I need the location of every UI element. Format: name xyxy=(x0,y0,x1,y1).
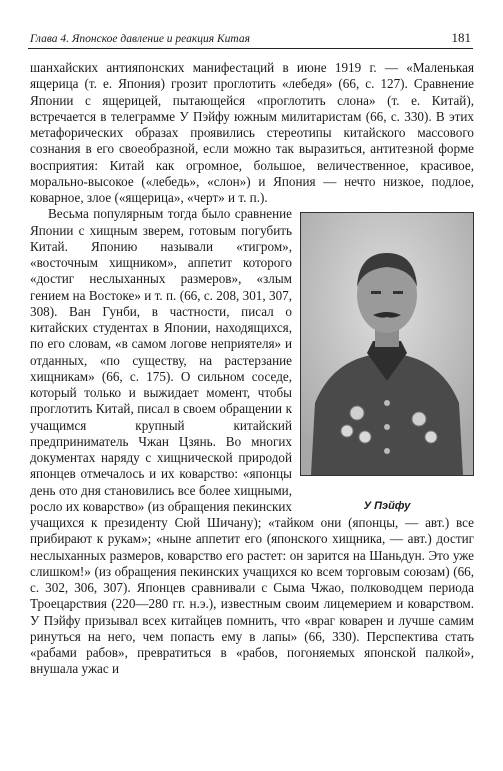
running-header xyxy=(28,26,473,49)
portrait-photo xyxy=(300,212,474,476)
chapter-title: Глава 4. Японское давление и реакция Китая xyxy=(30,33,250,45)
page-number: 181 xyxy=(451,30,471,45)
paragraph-2: Весьма популярным тогда было сравнение Японии с хищным зверем, готовым погубить Китай. Японию называли «тигром», «восточным хищником», аппетит которого «достиг неслыханных размеров», «злым гением на Востоке» и т. п. (66, с. 208, 301, 307, 308). Ван Гунби, в частности, писал о китайских студентах в Японии, находящихся, по его словам, «в самом логове неприятеля» и отданных, «по существу, на растерзание хищникам» (66, с. 175). О сильном соседе, который только и выжидает момент, чтобы проглотить Китай, писал в своем обращении к учащимся крупный китайский предприниматель Чжан Цзянь. Во многих документах наряду с хищнической природой японцев отмечалось и их коварство: «японцы день ото дня становились все более хищными, росло их коварство» (из обращения пекинских учащихся к президенту Сюй Шичану); «тайком они (японцы, — авт.) все прибирают к рукам»; «ныне аппетит его (японского хищника, — авт.) достиг неслыханных размеров, коварство его растет: он зарится на Шаньдун. Это уже слишком!» (из обращения пекинских учащихся ко всем торговым союзам) (66, с. 302, 306, 307). Японцев сравнивали с Сыма Чжао, полководцем периода Троецарствия (220—280 гг. н.э.), известным своим лицемерием и коварством. У Пэйфу призывал всех китайцев помнить, что «враг коварен и лучше самим ринуться на него, чем попасть ему в лапы» (66, 330). Перспектива стать «рабами рабов», превратиться в «рабов, погоняемых японской палкой», внушала ужас и xyxy=(30,206,474,677)
page-body xyxy=(30,60,474,678)
paragraph-1: шанхайских антияпонских манифестаций в июне 1919 г. — «Маленькая ящерица (т. е. Япония) грозит проглотить «лебедя» (66, с. 127). Сравнение Японии с ящерицей, пытающейся «проглотить слона» (т. е. Китай), встречается в телеграмме У Пэйфу южным милитаристам (66, с. 330). В этих метафорических образах проявились стереотипы китайского массового сознания в его своеобразной, если можно так выразиться, антитезной форме восприятия: Китай как огромное, большое, величественное, красивое, морально-высокое («лебедь», «слон») и Япония — нечто низкое, подлое, коварное, злое («ящерица», «черт» и т. п.). xyxy=(30,60,474,205)
portrait-figure xyxy=(300,212,474,514)
portrait-caption: У Пэйфу xyxy=(363,500,411,513)
portrait-image xyxy=(301,213,473,475)
